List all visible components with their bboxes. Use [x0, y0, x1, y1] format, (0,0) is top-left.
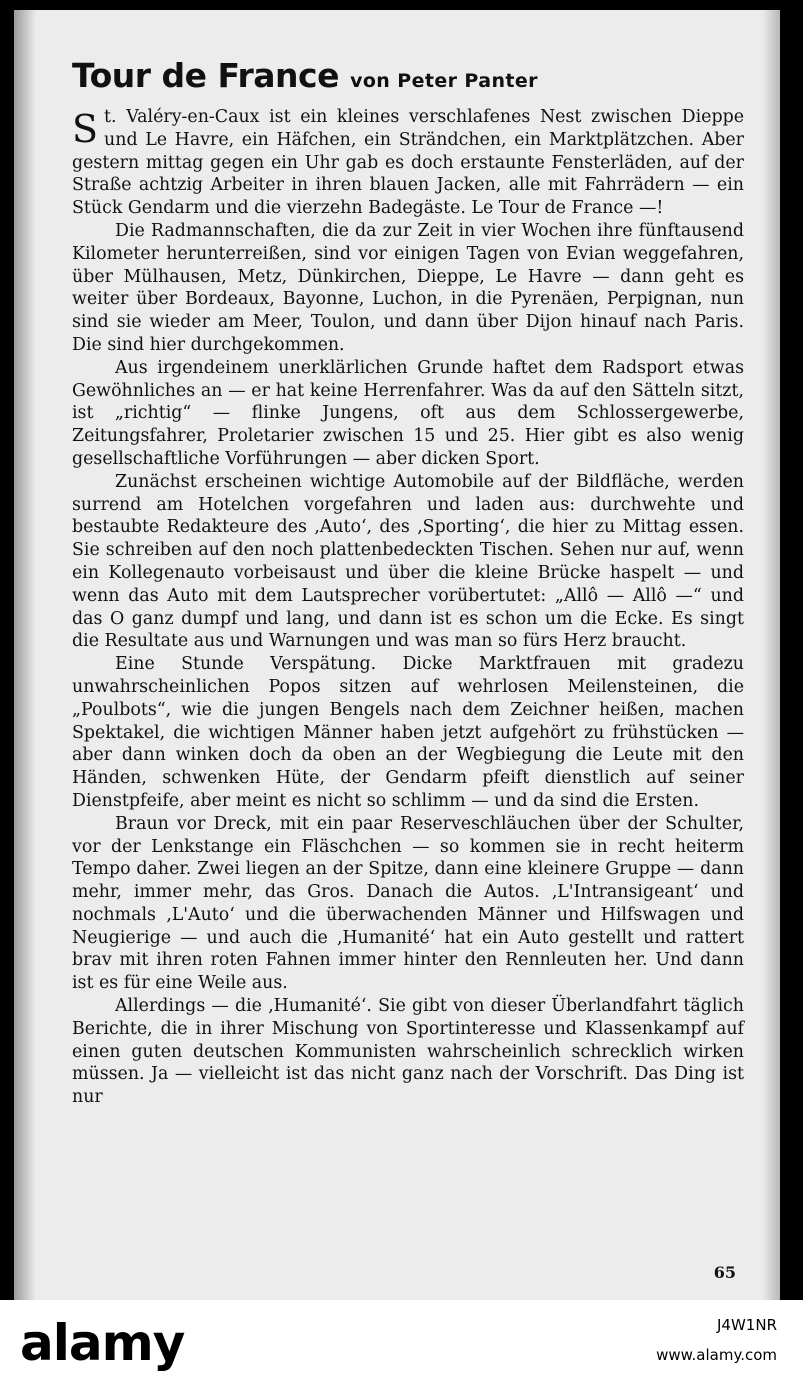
paragraph-text: t. Valéry-en-Caux ist ein kleines verschlafenes Nest zwischen Dieppe und Le Havre, ein Häfchen, ein Strändchen, ein Marktplätzchen. Aber gestern mittag gegen ein Uhr gab es doch erstaunte Fensterläden, auf der Straße achtzig Arbeiter in ihren blauen Jacken, alle mit Fahrrädern — ein Stück Gendarm und die vierzehn Badegäste. Le Tour de France —!: [72, 107, 744, 219]
image-id: J4W1NR: [717, 1316, 777, 1334]
article-title: Tour de France: [72, 56, 339, 95]
paragraph-3: Aus irgendeinem unerklärlichen Grunde haftet dem Radsport etwas Gewöhnliches an — er hat keine Herrenfahrer. Was da auf den Sätteln sitzt, ist „richtig“ — flinke Jungens, oft aus dem Schlossergewerbe, Zeitungsfahrer, Proletarier zwischen 15 und 25. Hier gibt es also wenig gesellschaftliche Vorführungen — aber dicken Sport.: [72, 357, 744, 469]
paragraph-5: Eine Stunde Verspätung. Dicke Marktfrauen mit gradezu unwahrscheinlichen Popos sitzen auf wehrlosen Meilensteinen, die „Poulbots“, wie die jungen Bengels nach dem Zeichner heißen, machen Spektakel, die wichtigen Männer haben jetzt aufgehört zu frühstücken — aber dann winken doch da oben an der Wegbiegung die Leute mit den Händen, schwenken Hüte, der Gendarm pfeift dienstlich auf seiner Dienstpfeife, aber meint es nicht so schlimm — und da sind die Ersten.: [72, 654, 744, 811]
watermark-banner: [0, 1300, 803, 1390]
article-byline: von Peter Panter: [350, 70, 538, 92]
site-url: www.alamy.com: [656, 1346, 777, 1364]
paragraph-7: Allerdings — die ‚Humanité‘. Sie gibt von dieser Überlandfahrt täglich Berichte, die in ihrer Mischung von Sportinteresse und Klassenkampf auf einen guten deutschen Kommunisten wahrscheinlich schrecklich wirken müssen. Ja — vielleicht ist das nicht ganz nach der Vorschrift. Das Ding ist nur: [72, 996, 744, 1108]
page-number: 65: [713, 1263, 736, 1282]
paragraph-6: Braun vor Dreck, mit ein paar Reserveschläuchen über der Schulter, vor der Lenkstange ein Fläschchen — so kommen sie in recht heiterm Tempo daher. Zwei liegen an der Spitze, dann eine kleinere Gruppe — dann mehr, immer mehr, das Gros. Danach die Autos. ‚L'Intransigeant‘ und nochmals ‚L'Auto‘ und die überwachenden Männer und Hilfswagen und Neugierige — und auch die ‚Humanité‘ hat ein Auto gestellt und rattert brav mit ihren roten Fahnen immer hinter den Rennleuten her. Und dann ist es für eine Weile aus.: [72, 813, 744, 994]
paragraph-1: [72, 106, 744, 220]
article: [72, 54, 744, 1109]
drop-cap: S: [72, 107, 99, 151]
alamy-logo: alamy: [20, 1314, 185, 1372]
book-page: [14, 10, 780, 1300]
paragraph-2: Die Radmannschaften, die da zur Zeit in vier Wochen ihre fünftausend Kilometer herunterreißen, sind vor einigen Tagen von Evian weggefahren, über Mülhausen, Metz, Dünkirchen, Dieppe, Le Havre — dann geht es weiter über Bordeaux, Bayonne, Luchon, in die Pyrenäen, Perpignan, nun sind sie wieder am Meer, Toulon, und dann über Dijon hinauf nach Paris. Die sind hier durchgekommen.: [72, 220, 744, 355]
article-heading: [72, 54, 744, 104]
paragraph-4: Zunächst erscheinen wichtige Automobile auf der Bildfläche, werden surrend am Hotelchen vorgefahren und laden aus: durchwehte und bestaubte Redakteure des ‚Auto‘, des ‚Sporting‘, die hier zu Mittag essen. Sie schreiben auf den noch plattenbedeckten Tischen. Sehen nur auf, wenn ein Kollegenauto vorbeisaust und über die kleine Brücke haspelt — und wenn das Auto mit dem Lautsprecher vorübertutet: „Allô — Allô —“ und das O ganz dumpf und lang, und dann ist es schon um die Ecke. Es singt die Resultate aus und Warnungen und was man so fürs Herz braucht.: [72, 471, 744, 652]
